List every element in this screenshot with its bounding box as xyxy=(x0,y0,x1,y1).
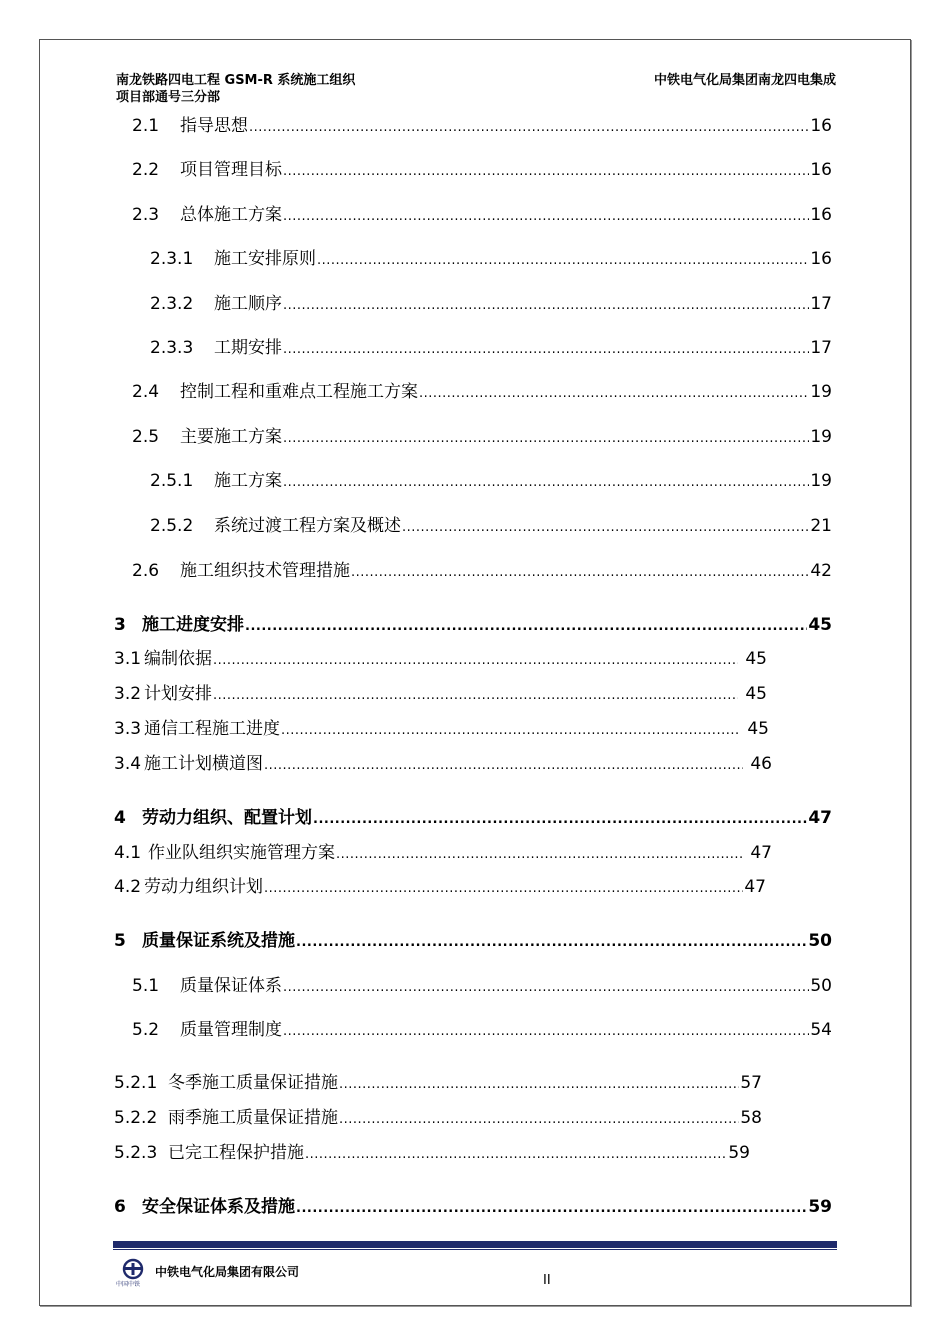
toc-number: 3.4 xyxy=(114,754,142,774)
toc-title: 劳动力组织计划 xyxy=(144,877,263,897)
toc-page: 19 xyxy=(810,427,832,447)
toc-leader xyxy=(313,808,807,832)
toc-chapter-4[interactable] xyxy=(114,806,832,830)
toc-number: 2.4 xyxy=(132,382,160,402)
toc-entry-2-3-1[interactable] xyxy=(150,247,832,271)
toc-chapter-3[interactable] xyxy=(114,613,832,637)
toc-page: 59 xyxy=(728,1143,750,1163)
toc-leader xyxy=(281,719,740,743)
toc-entry-2-2[interactable] xyxy=(132,158,832,182)
header-department: 项目部通号三分部 xyxy=(116,90,221,105)
toc-title: 施工组织技术管理措施 xyxy=(180,561,350,581)
toc-page: 45 xyxy=(745,684,767,704)
toc-page: 45 xyxy=(745,649,767,669)
toc-entry-2-3-3[interactable] xyxy=(150,336,832,360)
toc-leader xyxy=(317,249,809,273)
toc-number: 5.2 xyxy=(132,1020,160,1040)
toc-page: 21 xyxy=(810,516,832,536)
toc-number: 2.3 xyxy=(132,205,160,225)
toc-page: 47 xyxy=(744,877,766,897)
toc-number: 5.2.2 xyxy=(114,1108,158,1128)
toc-leader xyxy=(283,294,809,318)
toc-leader xyxy=(213,649,738,673)
toc-leader xyxy=(245,615,807,639)
toc-entry-2-5[interactable] xyxy=(132,425,832,449)
toc-leader xyxy=(264,754,743,778)
toc-title: 劳动力组织、配置计划 xyxy=(142,808,312,828)
toc-leader xyxy=(296,1197,807,1221)
toc-number: 3.2 xyxy=(114,684,142,704)
toc-number: 2.3.3 xyxy=(150,338,194,358)
toc-leader xyxy=(402,516,809,540)
toc-title: 安全保证体系及措施 xyxy=(142,1197,295,1217)
toc-leader xyxy=(296,931,807,955)
footer-rule-thick xyxy=(113,1241,837,1248)
toc-page: 45 xyxy=(747,719,769,739)
toc-number: 4 xyxy=(114,808,126,828)
toc-number: 2.2 xyxy=(132,160,160,180)
toc-title: 主要施工方案 xyxy=(180,427,282,447)
toc-title: 施工进度安排 xyxy=(142,615,244,635)
toc-page: 59 xyxy=(808,1197,832,1217)
toc-page: 16 xyxy=(810,249,832,269)
toc-title: 作业队组织实施管理方案 xyxy=(148,843,335,863)
toc-title: 通信工程施工进度 xyxy=(144,719,280,739)
toc-title: 施工顺序 xyxy=(214,294,282,314)
toc-title: 已完工程保护措施 xyxy=(168,1143,304,1163)
toc-page: 50 xyxy=(810,976,832,996)
toc-entry-2-5-1[interactable] xyxy=(150,469,832,493)
toc-entry-2-5-2[interactable] xyxy=(150,514,832,538)
toc-leader xyxy=(283,160,809,184)
page-number: II xyxy=(543,1273,551,1288)
toc-leader xyxy=(305,1143,727,1167)
toc-number: 3.3 xyxy=(114,719,142,739)
toc-number: 4.1 xyxy=(114,843,142,863)
toc-number: 2.3.1 xyxy=(150,249,194,269)
toc-entry-2-4[interactable] xyxy=(132,380,832,404)
toc-number: 2.1 xyxy=(132,116,160,136)
toc-page: 16 xyxy=(810,116,832,136)
toc-page: 42 xyxy=(810,561,832,581)
toc-number: 4.2 xyxy=(114,877,142,897)
toc-leader xyxy=(339,1108,739,1132)
toc-title: 项目管理目标 xyxy=(180,160,282,180)
toc-page: 16 xyxy=(810,205,832,225)
toc-leader xyxy=(283,1020,809,1044)
toc-number: 5.2.1 xyxy=(114,1073,158,1093)
toc-number: 5.2.3 xyxy=(114,1143,158,1163)
header-left xyxy=(116,72,355,106)
toc-title: 系统过渡工程方案及概述 xyxy=(214,516,401,536)
toc-entry-2-1[interactable] xyxy=(132,114,832,138)
toc-title: 质量保证体系 xyxy=(180,976,282,996)
toc-page: 57 xyxy=(740,1073,762,1093)
toc-leader xyxy=(283,205,809,229)
toc-page: 58 xyxy=(740,1108,762,1128)
toc-title: 施工安排原则 xyxy=(214,249,316,269)
toc-page: 19 xyxy=(810,471,832,491)
toc-chapter-5[interactable] xyxy=(114,929,832,953)
logo-caption: 中国中铁 xyxy=(116,1281,141,1288)
toc-title: 质量保证系统及措施 xyxy=(142,931,295,951)
toc-page: 47 xyxy=(808,808,832,828)
toc-leader xyxy=(213,684,738,708)
toc-page: 54 xyxy=(810,1020,832,1040)
toc-leader xyxy=(336,843,743,867)
toc-page: 45 xyxy=(808,615,832,635)
toc-page: 50 xyxy=(808,931,832,951)
toc-title: 雨季施工质量保证措施 xyxy=(168,1108,338,1128)
toc-page: 47 xyxy=(750,843,772,863)
toc-number: 3.1 xyxy=(114,649,142,669)
toc-entry-5-2-2[interactable] xyxy=(114,1106,762,1130)
toc-number: 2.5 xyxy=(132,427,160,447)
toc-title: 计划安排 xyxy=(144,684,212,704)
toc-page: 16 xyxy=(810,160,832,180)
footer-company-name: 中铁电气化局集团有限公司 xyxy=(155,1265,300,1279)
toc-title: 总体施工方案 xyxy=(180,205,282,225)
toc-chapter-6[interactable] xyxy=(114,1195,832,1219)
toc-number: 6 xyxy=(114,1197,126,1217)
toc-entry-3-1[interactable] xyxy=(114,647,767,671)
toc-number: 3 xyxy=(114,615,126,635)
toc-entry-4-2[interactable] xyxy=(114,875,766,899)
toc-number: 2.5.1 xyxy=(150,471,194,491)
toc-leader xyxy=(283,471,809,495)
toc-entry-3-2[interactable] xyxy=(114,682,767,706)
toc-entry-2-3-2[interactable] xyxy=(150,292,832,316)
toc-page: 17 xyxy=(810,338,832,358)
header-project-title: 南龙铁路四电工程 GSM-R 系统施工组织 xyxy=(116,73,356,88)
toc-number: 5 xyxy=(114,931,126,951)
toc-leader xyxy=(264,877,743,901)
toc-entry-5-2-3[interactable] xyxy=(114,1141,750,1165)
toc-entry-4-1[interactable] xyxy=(114,841,772,865)
toc-leader xyxy=(351,561,809,585)
toc-number: 2.5.2 xyxy=(150,516,194,536)
toc-title: 指导思想 xyxy=(180,116,248,136)
toc-entry-5-1[interactable] xyxy=(132,974,832,998)
toc-number: 2.6 xyxy=(132,561,160,581)
toc-title: 施工计划横道图 xyxy=(144,754,263,774)
toc-page: 17 xyxy=(810,294,832,314)
toc-entry-2-3[interactable] xyxy=(132,203,832,227)
toc-title: 冬季施工质量保证措施 xyxy=(168,1073,338,1093)
toc-title: 施工方案 xyxy=(214,471,282,491)
toc-number: 2.3.2 xyxy=(150,294,194,314)
toc-page: 19 xyxy=(810,382,832,402)
toc-page: 46 xyxy=(750,754,772,774)
toc-leader xyxy=(283,976,809,1000)
toc-entry-3-4[interactable] xyxy=(114,752,772,776)
toc-entry-3-3[interactable] xyxy=(114,717,769,741)
toc-leader xyxy=(249,116,809,140)
toc-leader xyxy=(283,427,809,451)
toc-leader xyxy=(283,338,809,362)
toc-title: 编制依据 xyxy=(144,649,212,669)
toc-number: 5.1 xyxy=(132,976,160,996)
header-company: 中铁电气化局集团南龙四电集成 xyxy=(653,73,836,88)
toc-entry-2-6[interactable] xyxy=(132,559,832,583)
toc-entry-5-2-1[interactable] xyxy=(114,1071,762,1095)
toc-title: 控制工程和重难点工程施工方案 xyxy=(180,382,418,402)
toc-leader xyxy=(339,1073,739,1097)
toc-title: 质量管理制度 xyxy=(180,1020,282,1040)
toc-leader xyxy=(419,382,809,406)
toc-title: 工期安排 xyxy=(214,338,282,358)
toc-entry-5-2[interactable] xyxy=(132,1018,832,1042)
footer-rule-thin xyxy=(113,1249,837,1250)
